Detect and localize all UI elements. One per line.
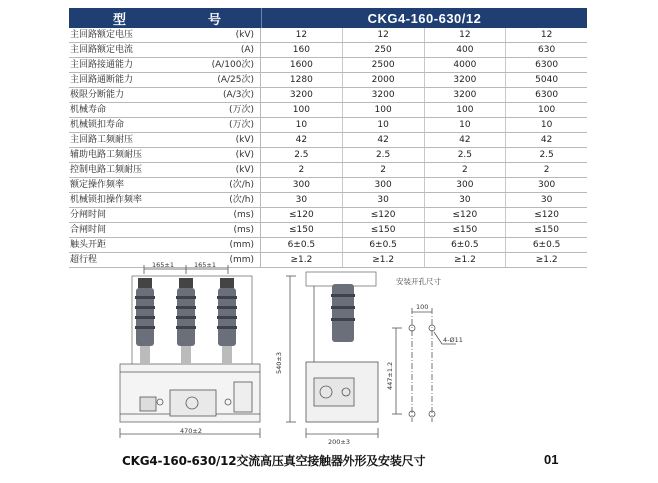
param-cell xyxy=(69,208,261,222)
param-unit: (kV) xyxy=(235,135,254,145)
dim-side-width: 200±3 xyxy=(328,438,350,446)
value-cell: 2 xyxy=(261,163,343,177)
value-cell: 42 xyxy=(540,135,553,145)
value-cell: ≤150 xyxy=(425,223,507,237)
param-unit: (kV) xyxy=(235,165,254,175)
param-unit: (万次) xyxy=(228,105,254,115)
mount-layout xyxy=(392,308,456,422)
spec-table xyxy=(69,8,587,268)
param-name: 主回路额定电流 xyxy=(70,45,134,55)
value-cell: 3200 xyxy=(343,88,425,102)
value-cell: 2 xyxy=(543,165,550,175)
param-cell xyxy=(69,118,261,132)
value-cell: 6±0.5 xyxy=(425,238,507,252)
param-unit: (kV) xyxy=(235,150,254,160)
value-cell: 42 xyxy=(343,133,425,147)
param-cell xyxy=(69,28,261,42)
param-name: 超行程 xyxy=(70,255,98,265)
value-cell: 300 xyxy=(425,178,507,192)
param-name: 主回路通断能力 xyxy=(70,75,134,85)
param-unit: (次/h) xyxy=(229,195,254,205)
param-cell xyxy=(69,103,261,117)
param-unit: (A/25次) xyxy=(217,75,254,85)
figure-caption: CKG4-160-630/12交流高压真空接触器外形及安装尺寸 xyxy=(122,454,426,468)
table-row xyxy=(69,223,587,238)
value-cell: 100 xyxy=(425,103,507,117)
value-cell: ≤120 xyxy=(343,208,425,222)
value-cell: 2 xyxy=(425,163,507,177)
header-type-cell xyxy=(69,8,261,28)
param-name: 分闸时间 xyxy=(70,210,107,220)
value-cell: 30 xyxy=(425,193,507,207)
value-cell: 6±0.5 xyxy=(261,238,343,252)
param-name: 主回路额定电压 xyxy=(70,30,134,40)
table-row xyxy=(69,148,587,163)
value-cell: 2.5 xyxy=(343,148,425,162)
param-cell xyxy=(69,148,261,162)
value-cell: 42 xyxy=(261,133,343,147)
value-cell: 6300 xyxy=(535,90,559,100)
param-unit: (A) xyxy=(240,45,254,55)
param-name: 合闸时间 xyxy=(70,225,107,235)
param-cell xyxy=(69,58,261,72)
param-cell xyxy=(69,163,261,177)
value-cell: ≤120 xyxy=(261,208,343,222)
dim-top-1: 165±1 xyxy=(152,262,174,269)
side-view xyxy=(286,272,378,438)
value-cell: ≤120 xyxy=(534,210,559,220)
param-cell xyxy=(69,43,261,57)
value-cell: 30 xyxy=(343,193,425,207)
value-cell: 10 xyxy=(261,118,343,132)
value-cell: 1600 xyxy=(261,58,343,72)
dim-width: 470±2 xyxy=(180,427,202,435)
table-row xyxy=(69,163,587,178)
value-cell: ≤150 xyxy=(534,225,559,235)
value-cell: 100 xyxy=(538,105,556,115)
param-cell xyxy=(69,238,261,252)
value-cell: ≤120 xyxy=(425,208,507,222)
param-name: 辅助电路工频耐压 xyxy=(70,150,143,160)
table-row xyxy=(69,193,587,208)
value-cell: 4000 xyxy=(425,58,507,72)
param-unit: (A/100次) xyxy=(211,60,254,70)
param-unit: (mm) xyxy=(229,255,254,265)
table-row xyxy=(69,88,587,103)
value-cell: 6±0.5 xyxy=(343,238,425,252)
param-unit: (kV) xyxy=(235,30,254,40)
value-cell: 6±0.5 xyxy=(532,240,561,250)
insulator-poles xyxy=(135,278,237,364)
value-cell: 300 xyxy=(261,178,343,192)
value-cell: 100 xyxy=(343,103,425,117)
value-cell: 2500 xyxy=(343,58,425,72)
param-name: 机械寿命 xyxy=(70,105,107,115)
table-row xyxy=(69,73,587,88)
table-body xyxy=(69,28,587,268)
value-cell: 30 xyxy=(540,195,553,205)
value-cell: 12 xyxy=(425,28,507,42)
dim-top-2: 165±1 xyxy=(194,262,216,269)
value-cell: ≥1.2 xyxy=(535,255,558,265)
outline-drawing xyxy=(100,262,600,447)
value-cell: 42 xyxy=(425,133,507,147)
value-cell: 10 xyxy=(343,118,425,132)
value-cell: ≥1.2 xyxy=(261,253,343,267)
mount-dim-hole: 4-Ø11 xyxy=(443,336,463,344)
param-cell xyxy=(69,73,261,87)
header-type-label-1: 型 xyxy=(113,11,127,27)
param-name: 极限分断能力 xyxy=(70,90,125,100)
value-cell: 12 xyxy=(261,28,343,42)
mount-title: 安装开孔尺寸 xyxy=(396,277,441,286)
value-cell: ≤150 xyxy=(343,223,425,237)
value-cell: 2 xyxy=(343,163,425,177)
value-cell: 12 xyxy=(540,30,553,40)
table-row xyxy=(69,208,587,223)
value-cell: 30 xyxy=(261,193,343,207)
table-row xyxy=(69,58,587,73)
header-type-label-2: 号 xyxy=(207,11,221,27)
value-cell: 3200 xyxy=(425,88,507,102)
param-cell xyxy=(69,193,261,207)
param-unit: (ms) xyxy=(233,225,254,235)
param-name: 触头开距 xyxy=(70,240,107,250)
value-cell: 10 xyxy=(425,118,507,132)
value-cell: 3200 xyxy=(425,73,507,87)
param-cell xyxy=(69,178,261,192)
param-name: 主回路接通能力 xyxy=(70,60,134,70)
value-cell: 1280 xyxy=(261,73,343,87)
table-row xyxy=(69,238,587,253)
header-model: CKG4-160-630/12 xyxy=(261,8,587,28)
page-number: 01 xyxy=(544,452,559,467)
table-row xyxy=(69,118,587,133)
mount-dim-height: 447±1.2 xyxy=(386,361,394,390)
value-cell: 2.5 xyxy=(539,150,554,160)
dim-height: 540±3 xyxy=(275,352,283,374)
table-row xyxy=(69,43,587,58)
param-name: 控制电路工频耐压 xyxy=(70,165,143,175)
table-row xyxy=(69,178,587,193)
param-cell xyxy=(69,88,261,102)
param-unit: (万次) xyxy=(228,120,254,130)
value-cell: ≥1.2 xyxy=(425,253,507,267)
value-cell: 10 xyxy=(540,120,553,130)
value-cell: 5040 xyxy=(535,75,559,85)
value-cell: 2000 xyxy=(343,73,425,87)
value-cell: 400 xyxy=(425,43,507,57)
table-row xyxy=(69,133,587,148)
value-cell: ≤150 xyxy=(261,223,343,237)
value-cell: 250 xyxy=(343,43,425,57)
param-name: 机械锁扣寿命 xyxy=(70,120,125,130)
value-cell: 2.5 xyxy=(425,148,507,162)
value-cell: ≥1.2 xyxy=(343,253,425,267)
param-unit: (mm) xyxy=(229,240,254,250)
insulator-pole xyxy=(176,278,196,364)
param-cell xyxy=(69,223,261,237)
value-cell: 6300 xyxy=(535,60,559,70)
value-cell: 160 xyxy=(261,43,343,57)
insulator-pole xyxy=(217,278,237,364)
value-cell: 12 xyxy=(343,28,425,42)
param-cell xyxy=(69,133,261,147)
table-header xyxy=(69,8,587,28)
param-unit: (ms) xyxy=(233,210,254,220)
param-unit: (次/h) xyxy=(229,180,254,190)
param-name: 额定操作频率 xyxy=(70,180,125,190)
value-cell: 300 xyxy=(343,178,425,192)
mount-dim-top: 100 xyxy=(416,303,429,311)
value-cell: 300 xyxy=(538,180,556,190)
param-name: 主回路工频耐压 xyxy=(70,135,134,145)
table-row xyxy=(69,28,587,43)
value-cell: 2.5 xyxy=(261,148,343,162)
param-unit: (A/3次) xyxy=(223,90,254,100)
param-name: 机械锁扣操作频率 xyxy=(70,195,143,205)
value-cell: 3200 xyxy=(261,88,343,102)
value-cell: 630 xyxy=(538,45,556,55)
insulator-pole xyxy=(135,278,155,364)
value-cell: 100 xyxy=(261,103,343,117)
table-row xyxy=(69,103,587,118)
